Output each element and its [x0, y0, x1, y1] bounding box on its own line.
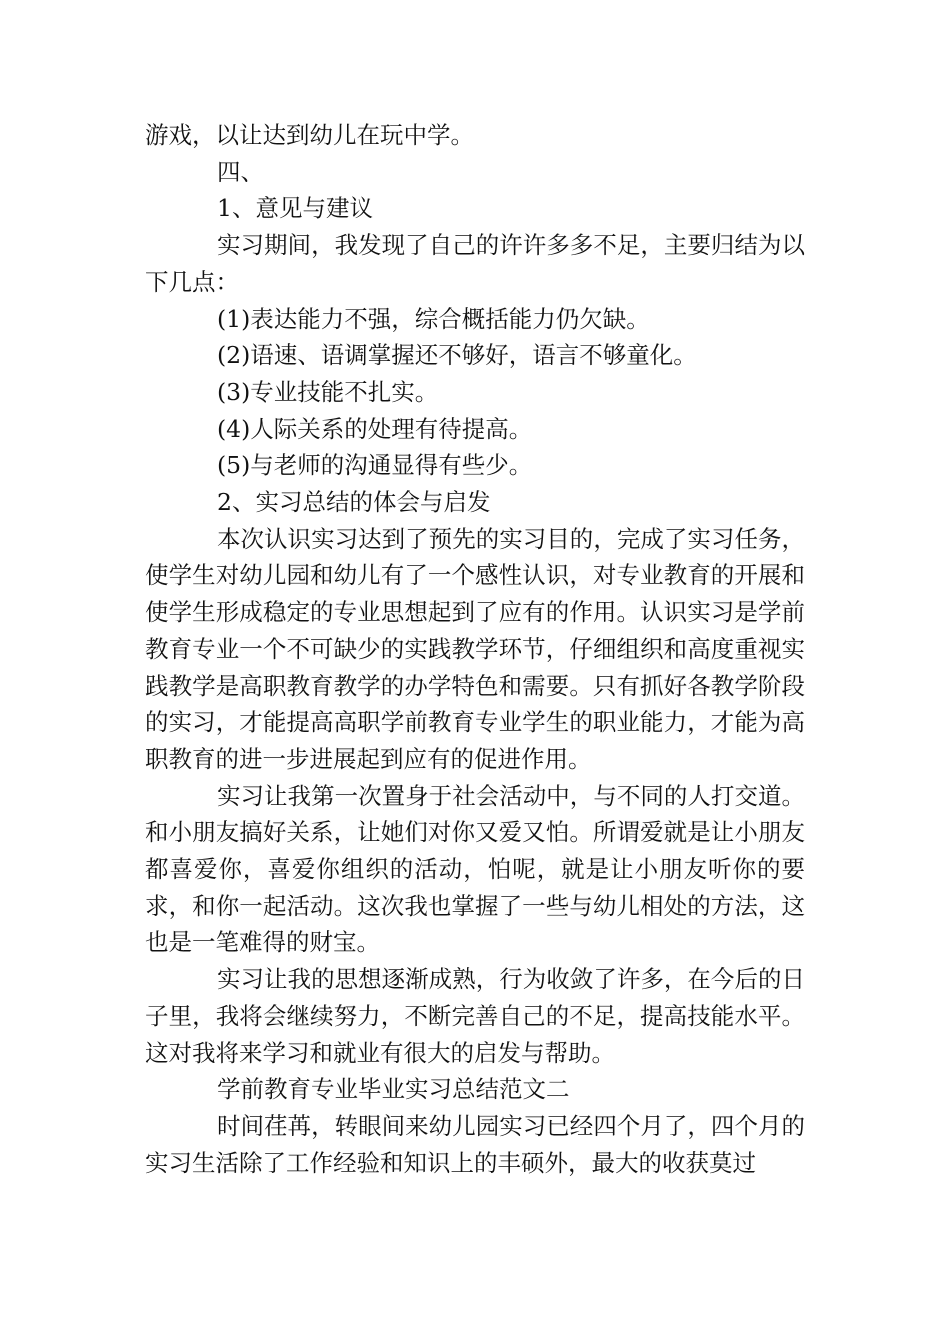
list-item-4: (4)人际关系的处理有待提高。: [217, 414, 533, 443]
paragraph-article-two-opening: 时间荏苒，转眼间来幼儿园实习已经四个月了，四个月的实习生活除了工作经验和知识上的丰硕外，最大的收获莫过: [145, 1111, 805, 1177]
list-item-1: (1)表达能力不强，综合概括能力仍欠缺。: [217, 304, 650, 333]
subheading-reflections: 2、实习总结的体会与启发: [217, 488, 491, 517]
paragraph-internship-purpose: 本次认识实习达到了预先的实习目的，完成了实习任务，使学生对幼儿园和幼儿有了一个感性认识，对专业教育的开展和使学生形成稳定的专业思想起到了应有的作用。认识实习是学前教育专业一个不可缺少的实践教学环节，仔细组织和高度重视实践教学是高职教育教学的办学特色和需要。只有抓好各教学阶段的实习，才能提高高职学前教育专业学生的职业能力，才能为高职教育的进一步进展起到应有的促进作用。: [145, 524, 805, 773]
list-item-2: (2)语速、语调掌握还不够好，语言不够童化。: [217, 341, 697, 370]
article-two-title: 学前教育专业毕业实习总结范文二: [217, 1075, 570, 1104]
subheading-opinions: 1、意见与建议: [217, 194, 373, 223]
paragraph-maturity: 实习让我的思想逐渐成熟，行为收敛了许多，在今后的日子里，我将会继续努力，不断完善自己的不足，提高技能水平。这对我将来学习和就业有很大的启发与帮助。: [145, 965, 805, 1067]
paragraph-shortcomings-intro: 实习期间，我发现了自己的许许多多不足，主要归结为以下几点：: [145, 231, 805, 296]
list-item-3: (3)专业技能不扎实。: [217, 377, 439, 406]
paragraph-continuation: 游戏，以让达到幼儿在玩中学。: [145, 121, 474, 149]
document-body: [145, 117, 805, 1181]
section-heading-four: 四、: [217, 157, 264, 186]
list-item-5: (5)与老师的沟通显得有些少。: [217, 451, 533, 480]
paragraph-social-activity: 实习让我第一次置身于社会活动中，与不同的人打交道。和小朋友搞好关系，让她们对你又爱又怕。所谓爱就是让小朋友都喜爱你，喜爱你组织的活动，怕呢，就是让小朋友听你的要求，和你一起活动。这次我也掌握了一些与幼儿相处的方法，这也是一笔难得的财宝。: [145, 781, 805, 957]
